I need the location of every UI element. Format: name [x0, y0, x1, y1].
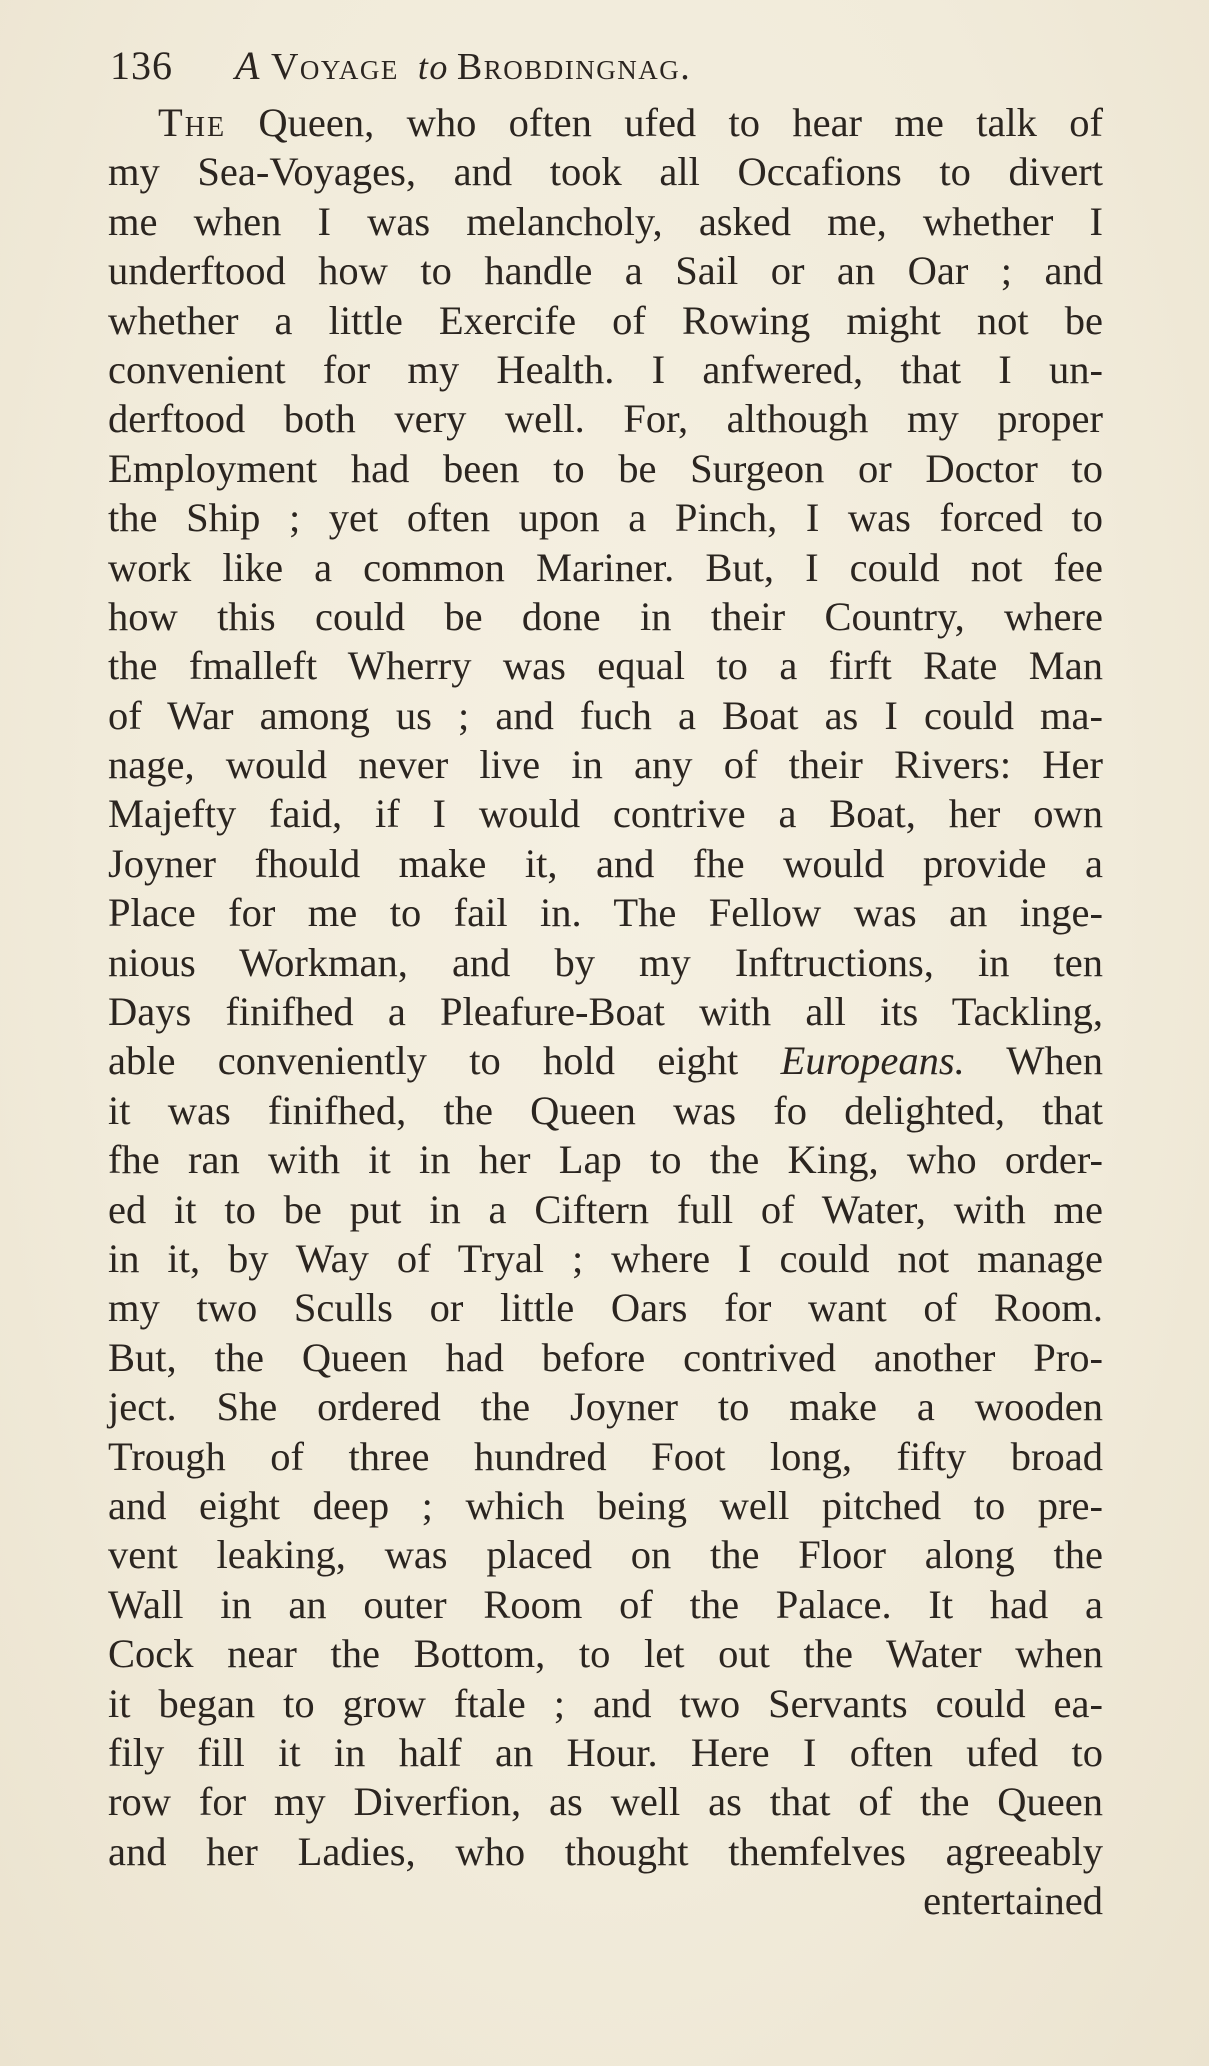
text-line: fily fill it in half an Hour. Here I often ufed to — [108, 1729, 1103, 1775]
text-line: the Ship ; yet often upon a Pinch, I was forced to — [108, 495, 1103, 541]
text-line: nious Workman, and by my Inftructions, in ten — [108, 939, 1103, 985]
running-head-word1: Voyage — [270, 46, 399, 88]
running-head-to: to — [417, 47, 449, 87]
text-line: whether a little Exercife of Rowing might not be — [108, 297, 1103, 343]
text-line: Trough of three hundred Foot long, fifty broad — [108, 1433, 1103, 1479]
text-line: and her Ladies, who thought themfelves agreeably — [108, 1828, 1103, 1874]
text-line — [108, 1036, 1103, 1085]
text-line: how this could be done in their Country, where — [108, 593, 1103, 639]
line-20-post: When — [1006, 1038, 1103, 1084]
text-line: nage, would never live in any of their Rivers: Her — [108, 742, 1103, 788]
text-line: the fmalleft Wherry was equal to a firft Rate Man — [108, 643, 1103, 689]
text-line: Place for me to fail in. The Fellow was an inge- — [108, 890, 1103, 936]
page-header — [110, 42, 1110, 102]
text-line: ed it to be put in a Ciftern full of Water, with me — [108, 1186, 1103, 1232]
text-line: derftood both very well. For, although my proper — [108, 396, 1103, 442]
text-line: ject. She ordered the Joyner to make a wooden — [108, 1384, 1103, 1430]
text-line: my two Sculls or little Oars for want of Room. — [108, 1285, 1103, 1331]
text-line — [108, 98, 1103, 147]
text-line: in it, by Way of Tryal ; where I could not manage — [108, 1235, 1103, 1281]
text-line: Wall in an outer Room of the Palace. It had a — [108, 1581, 1103, 1627]
text-line: Employment had been to be Surgeon or Doctor to — [108, 445, 1103, 491]
text-line: row for my Diverfion, as well as that of the Queen — [108, 1779, 1103, 1825]
text-line: and eight deep ; which being well pitched to pre- — [108, 1482, 1103, 1528]
text-line: work like a common Mariner. But, I could not fee — [108, 544, 1103, 590]
text-line: of War among us ; and fuch a Boat as I could ma- — [108, 692, 1103, 738]
text-line: convenient for my Health. I anfwered, that I un- — [108, 346, 1103, 392]
text-line: Joyner fhould make it, and fhe would provide a — [108, 840, 1103, 886]
text-line: Cock near the Bottom, to let out the Water when — [108, 1631, 1103, 1677]
page-number: 136 — [110, 43, 173, 88]
catchword: entertained — [923, 1878, 1103, 1924]
running-head — [235, 42, 691, 89]
running-head-word2: Brobdingnag. — [456, 46, 692, 88]
body-text — [108, 98, 1103, 1925]
text-line: Majefty faid, if I would contrive a Boat, her own — [108, 791, 1103, 837]
text-line: it began to grow ftale ; and two Servants could ea- — [108, 1680, 1103, 1726]
italic-word: Europeans. — [780, 1038, 965, 1084]
text-line: underftood how to handle a Sail or an Oar ; and — [108, 248, 1103, 294]
text-line: me when I was melancholy, asked me, whether I — [108, 198, 1103, 244]
lead-word: The — [158, 100, 227, 145]
running-head-article: A — [235, 43, 261, 88]
text-line: it was finifhed, the Queen was fo delighted, that — [108, 1087, 1103, 1133]
first-line-text: Queen, who often ufed to hear me talk of — [258, 100, 1104, 145]
text-line: Days finifhed a Pleafure-Boat with all its Tackling, — [108, 989, 1103, 1035]
text-line: fhe ran with it in her Lap to the King, who order- — [108, 1137, 1103, 1183]
line-20-pre: able conveniently to hold eight — [108, 1038, 739, 1084]
text-line: my Sea-Voyages, and took all Occafions to divert — [108, 149, 1103, 195]
text-line: vent leaking, was placed on the Floor along the — [108, 1532, 1103, 1578]
text-line: But, the Queen had before contrived another Pro- — [108, 1334, 1103, 1380]
